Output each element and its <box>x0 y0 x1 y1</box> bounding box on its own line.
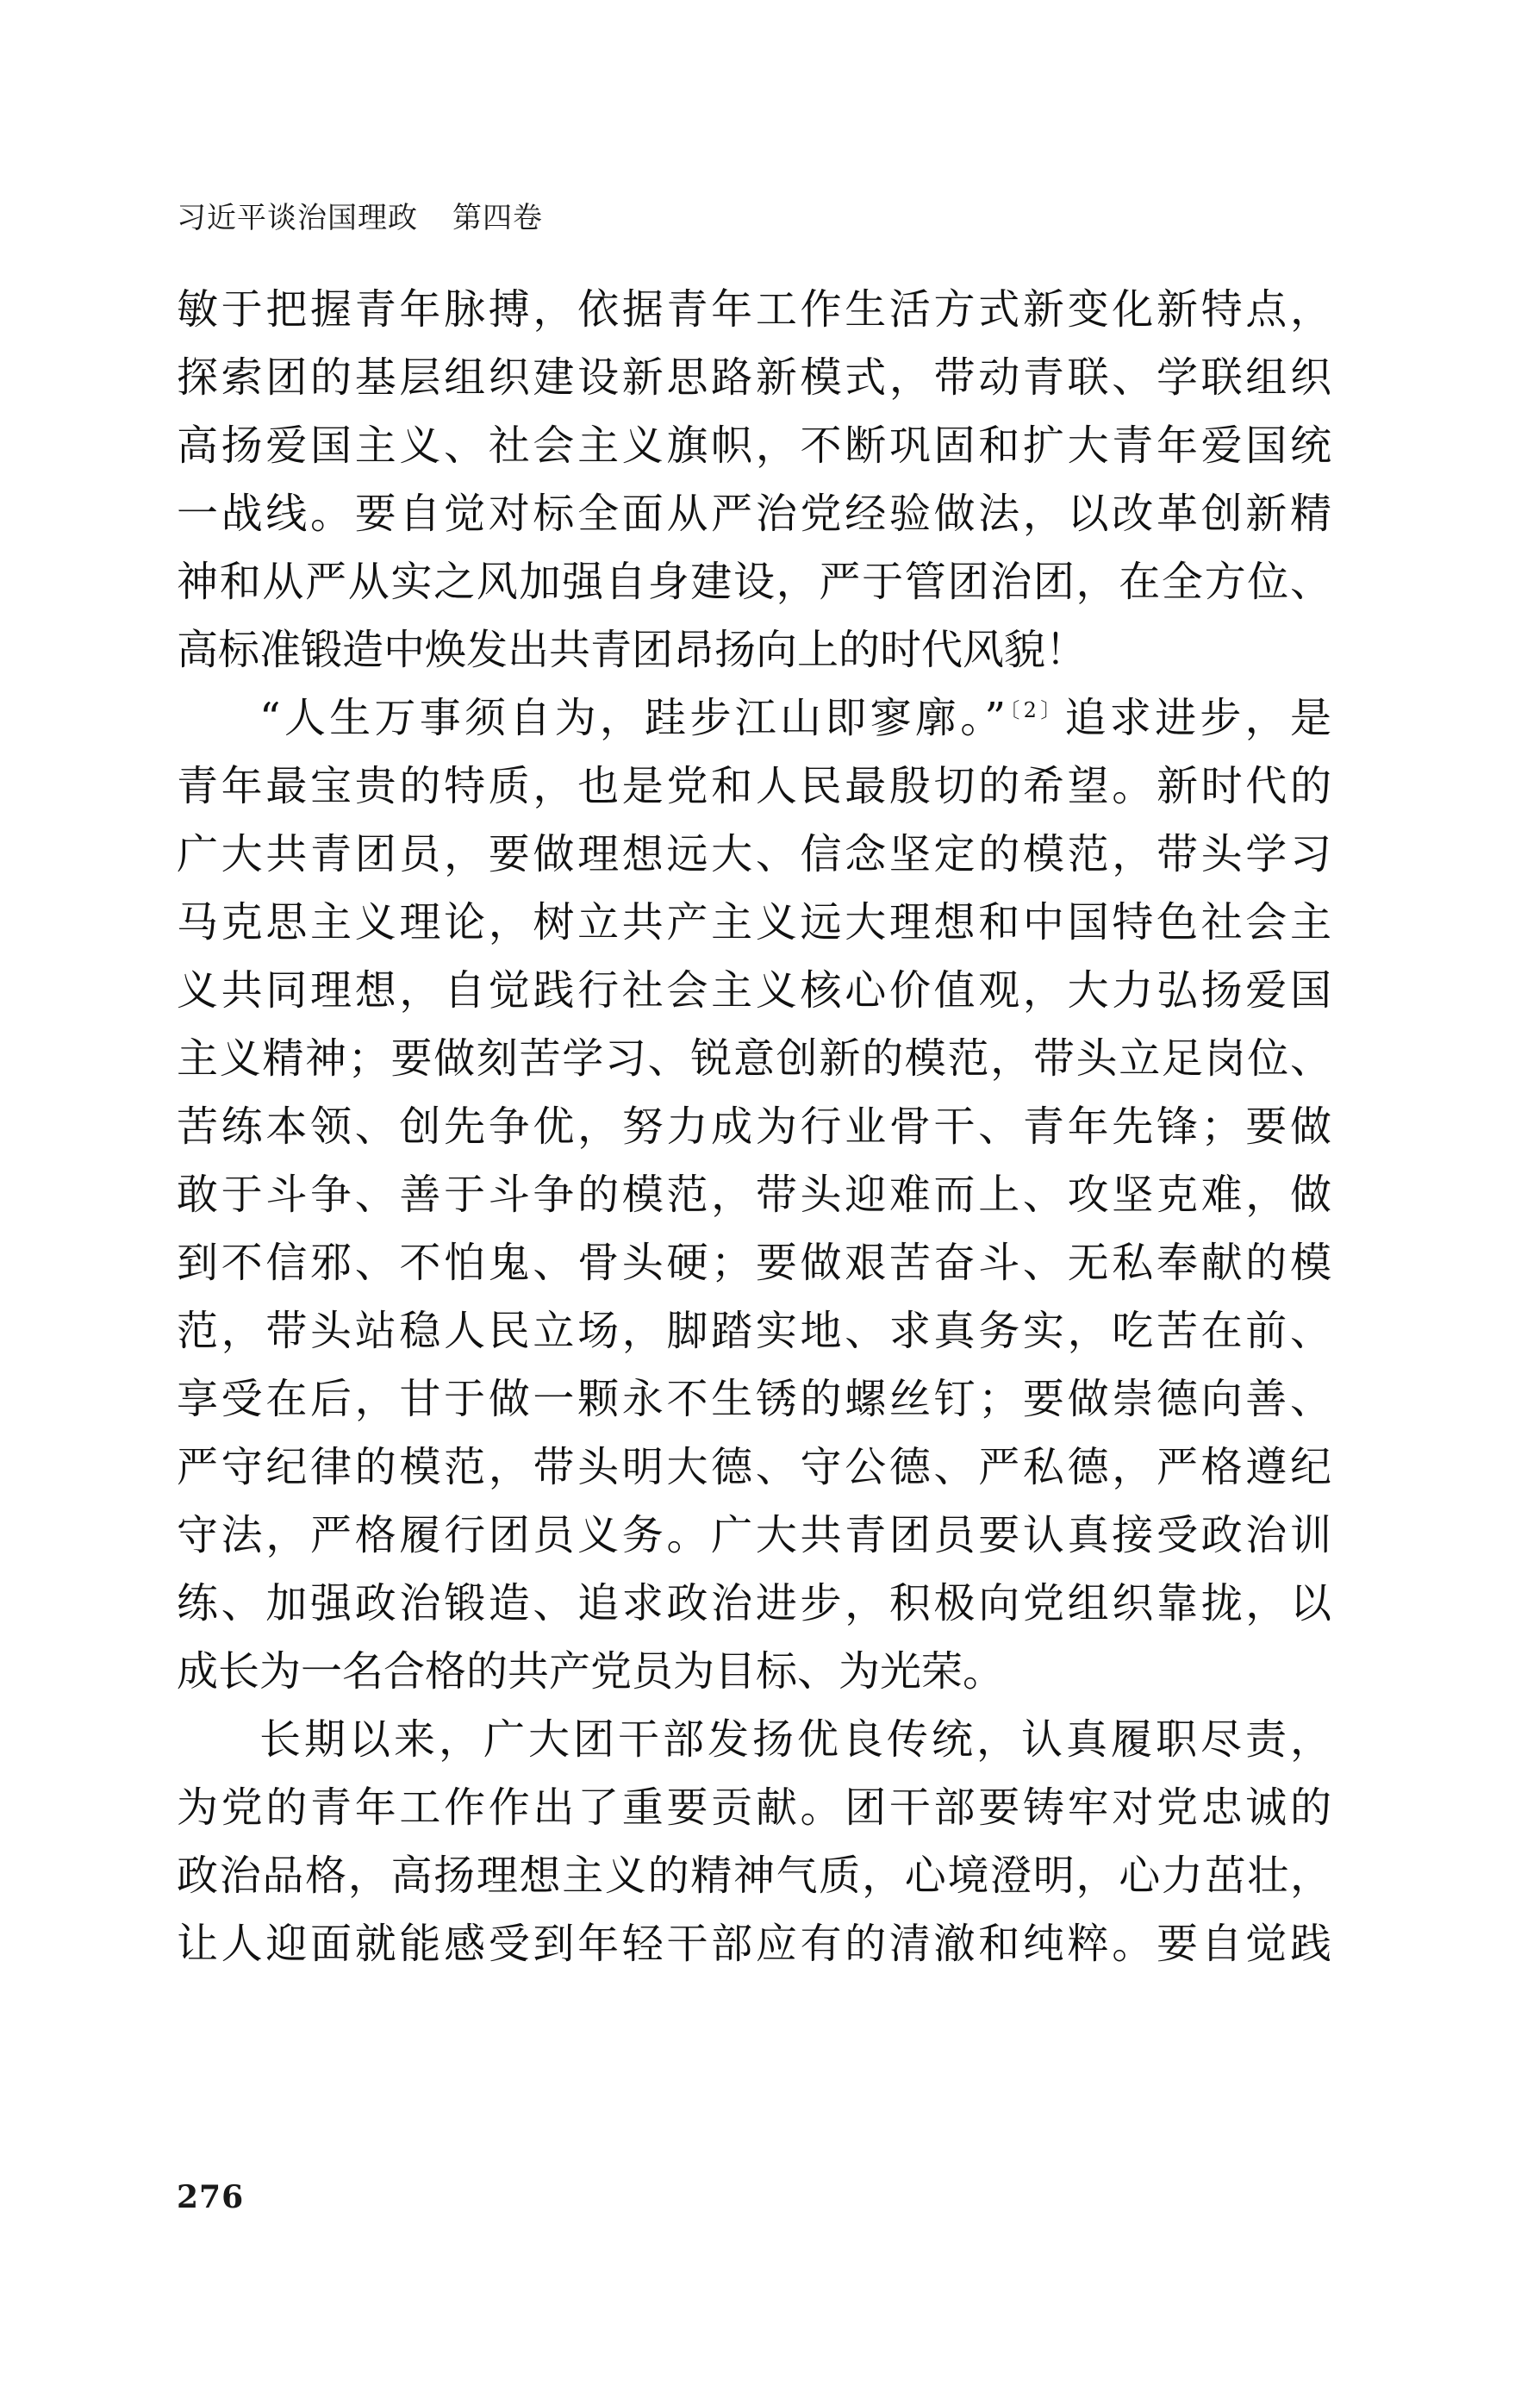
text-line: 神和从严从实之风加强自身建设，严于管团治团，在全方位、 <box>177 558 1331 606</box>
running-header <box>177 194 543 236</box>
book-title: 习近平谈治国理政 <box>177 201 418 235</box>
text-line: 守法，严格履行团员义务。广大共青团员要认真接受政治训 <box>177 1511 1331 1559</box>
text-line: 马克思主义理论，树立共产主义远大理想和中国特色社会主 <box>177 898 1331 946</box>
text-line: 到不信邪、不怕鬼、骨头硬；要做艰苦奋斗、无私奉献的模 <box>177 1239 1331 1287</box>
text-line: 敢于斗争、善于斗争的模范，带头迎难而上、攻坚克难，做 <box>177 1171 1331 1219</box>
body-text <box>177 276 1331 1978</box>
text-line: 范，带头站稳人民立场，脚踏实地、求真务实，吃苦在前、 <box>177 1307 1331 1355</box>
text-line: 义共同理想，自觉践行社会主义核心价值观，大力弘扬爱国 <box>177 966 1331 1015</box>
text-line: 苦练本领、创先争优，努力成为行业骨干、青年先锋；要做 <box>177 1102 1331 1151</box>
text-line: 为党的青年工作作出了重要贡献。团干部要铸牢对党忠诚的 <box>177 1783 1331 1832</box>
text-line: 探索团的基层组织建设新思路新模式，带动青联、学联组织 <box>177 353 1331 402</box>
text-line: 青年最宝贵的特质，也是党和人民最殷切的希望。新时代的 <box>177 762 1331 810</box>
text-line: 一战线。要自觉对标全面从严治党经验做法，以改革创新精 <box>177 490 1331 538</box>
paragraph-first-line <box>177 684 1331 753</box>
text-line: 让人迎面就能感受到年轻干部应有的清澈和纯粹。要自觉践 <box>177 1920 1331 1968</box>
text-segment: 追求进步，是 <box>1064 694 1331 742</box>
volume-label: 第四卷 <box>452 201 543 235</box>
paragraph-first-line: 长期以来，广大团干部发扬优良传统，认真履职尽责， <box>259 1715 1331 1764</box>
text-line: 广大共青团员，要做理想远大、信念坚定的模范，带头学习 <box>177 830 1331 878</box>
text-line: 主义精神；要做刻苦学习、锐意创新的模范，带头立足岗位、 <box>177 1034 1331 1083</box>
page-number: 276 <box>177 2179 245 2215</box>
text-line: 敏于把握青年脉搏，依据青年工作生活方式新变化新特点， <box>177 285 1331 334</box>
text-line: 高扬爱国主义、社会主义旗帜，不断巩固和扩大青年爱国统 <box>177 422 1331 470</box>
text-line: 享受在后，甘于做一颗永不生锈的螺丝钉；要做崇德向善、 <box>177 1375 1331 1423</box>
footnote-reference[interactable]: 〔2〕 <box>1006 698 1065 722</box>
text-line: 严守纪律的模范，带头明大德、守公德、严私德，严格遵纪 <box>177 1443 1331 1491</box>
text-line: 练、加强政治锻造、追求政治进步，积极向党组织靠拢，以 <box>177 1579 1331 1627</box>
text-line: 政治品格，高扬理想主义的精神气质，心境澄明，心力茁壮， <box>177 1852 1331 1900</box>
text-line: 高标准锻造中焕发出共青团昂扬向上的时代风貌！ <box>177 626 1088 674</box>
text-line: 成长为一名合格的共产党员为目标、为光荣。 <box>177 1647 1005 1696</box>
quotation: “人生万事须自为，跬步江山即寥廓。” <box>259 694 1007 742</box>
